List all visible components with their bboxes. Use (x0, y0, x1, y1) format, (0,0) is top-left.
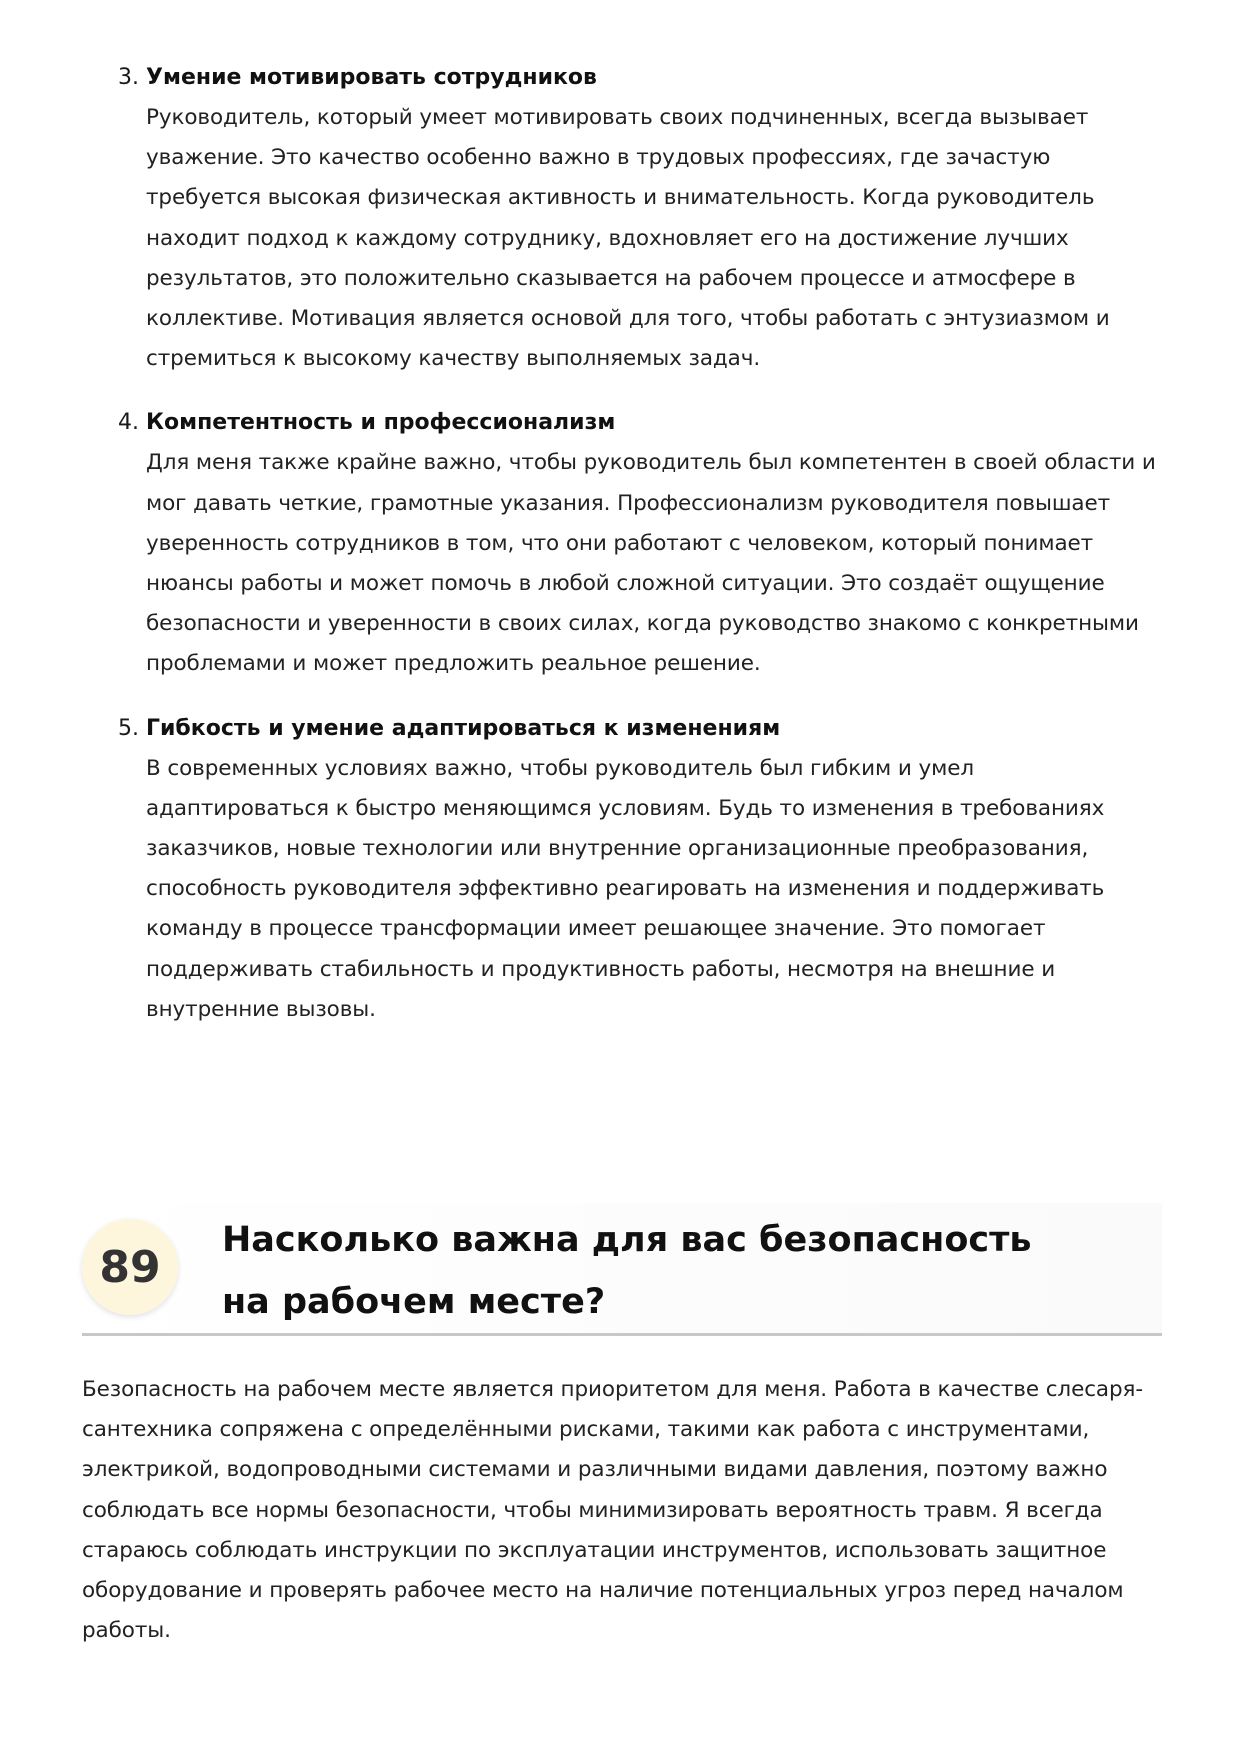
question-number-badge: 89 (82, 1219, 178, 1315)
question-title: Насколько важна для вас безопасность на рабочем месте? (222, 1220, 1032, 1322)
question-header (82, 1203, 1162, 1336)
question-section (82, 1203, 1162, 1651)
list-item-text: Руководитель, который умеет мотивировать своих подчиненных, всегда вызывает уважение. Это качество особенно важно в трудовых профессиях, где зачастую требуется высокая физическая активность и внимательность. Когда руководитель находит подход к каждому сотруднику, вдохновляет его на достижение лучших результатов, это положительно сказывается на рабочем процессе и атмосфере в коллективе. Мотивация является основой для того, чтобы работать с энтузиазмом и стремиться к высокому качеству выполняемых задач. (146, 105, 1110, 372)
list-item-number: 5. (118, 715, 139, 741)
list-item-title: Гибкость и умение адаптироваться к изменениям (146, 715, 781, 741)
list-item-text: В современных условиях важно, чтобы руководитель был гибким и умел адаптироваться к быстро меняющимся условиям. Будь то изменения в требованиях заказчиков, новые технологии или внутренние организационные преобразования, способность руководителя эффективно реагировать на изменения и поддерживать команду в процессе трансформации имеет решающее значение. Это помогает поддерживать стабильность и продуктивность работы, несмотря на внешние и внутренние вызовы. (146, 755, 1105, 1022)
list-item (0, 58, 1239, 379)
list-item (0, 403, 1239, 684)
list-item-text: Для меня также крайне важно, чтобы руководитель был компетентен в своей области и мог давать четкие, грамотные указания. Профессионализм руководителя повышает уверенность сотрудников в том, что они работают с человеком, который понимает нюансы работы и может помочь в любой сложной ситуации. Это создаёт ощущение безопасности и уверенности в своих силах, когда руководство знакомо с конкретными проблемами и может предложить реальное решение. (146, 450, 1156, 677)
qualities-list (0, 58, 1239, 1054)
list-item-title: Умение мотивировать сотрудников (146, 65, 597, 90)
list-item-number: 4. (118, 410, 139, 436)
list-item-number: 3. (118, 65, 139, 90)
list-item (0, 709, 1239, 1030)
answer-text: Безопасность на рабочем месте является приоритетом для меня. Работа в качестве слесаря-сантехника сопряжена с определёнными рисками, такими как работа с инструментами, электрикой, водопроводными системами и различными видами давления, поэтому важно соблюдать все нормы безопасности, чтобы минимизировать вероятность травм. Я всегда стараюсь соблюдать инструкции по эксплуатации инструментов, использовать защитное оборудование и проверять рабочее место на наличие потенциальных угроз перед началом работы. (82, 1377, 1144, 1644)
list-item-title: Компетентность и профессионализм (146, 410, 616, 436)
